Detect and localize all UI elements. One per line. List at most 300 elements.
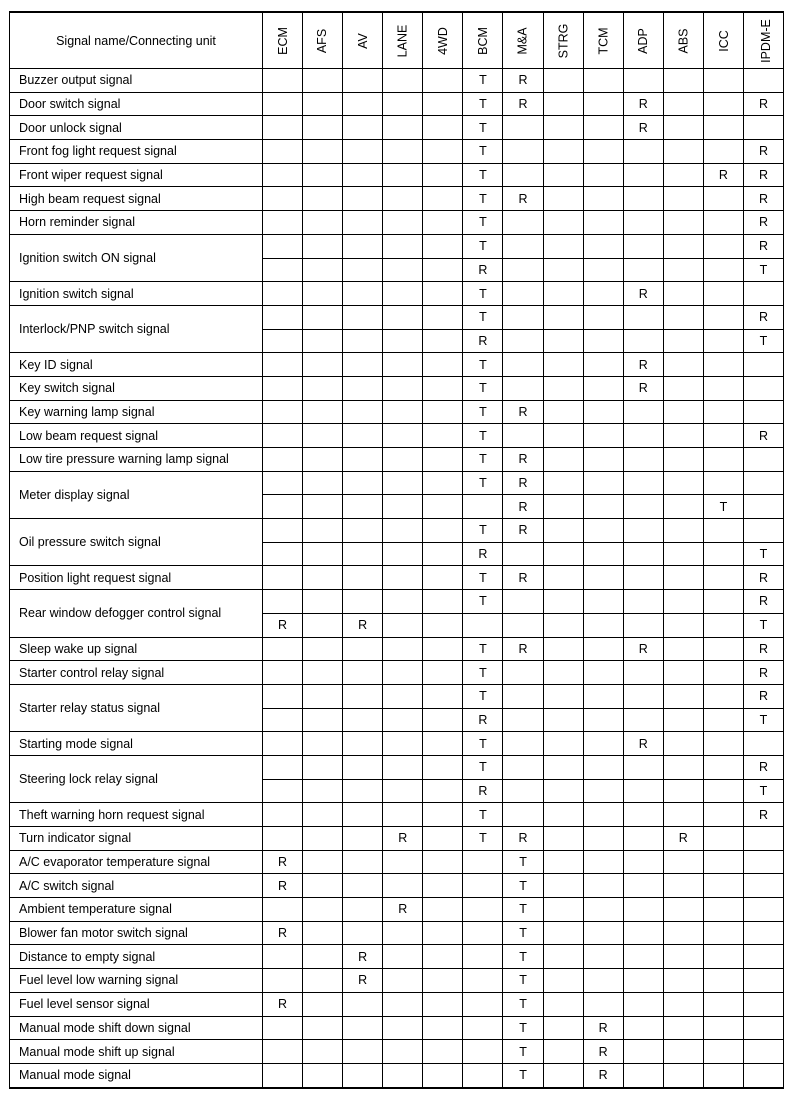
signal-direction-cell xyxy=(583,827,623,851)
signal-direction-cell xyxy=(263,116,303,140)
signal-direction-cell xyxy=(263,803,303,827)
signal-direction-cell xyxy=(703,376,743,400)
signal-direction-cell xyxy=(303,1040,343,1064)
signal-direction-cell xyxy=(703,755,743,779)
signal-direction-cell xyxy=(503,376,543,400)
signal-direction-cell xyxy=(583,519,623,543)
signal-direction-cell xyxy=(703,1063,743,1087)
signal-direction-cell xyxy=(623,140,663,164)
signal-direction-cell xyxy=(343,234,383,258)
signal-direction-cell xyxy=(423,140,463,164)
signal-direction-cell xyxy=(263,1040,303,1064)
signal-direction-cell: T xyxy=(463,376,503,400)
signal-direction-cell xyxy=(303,898,343,922)
signal-direction-cell xyxy=(743,448,783,472)
signal-direction-cell xyxy=(463,992,503,1016)
signal-direction-cell: R xyxy=(743,661,783,685)
signal-direction-cell: T xyxy=(463,755,503,779)
signal-direction-cell: R xyxy=(263,850,303,874)
signal-direction-cell xyxy=(623,448,663,472)
signal-name-cell: Oil pressure switch signal xyxy=(10,519,263,566)
signal-direction-cell xyxy=(543,708,583,732)
signal-direction-cell xyxy=(343,400,383,424)
table-row xyxy=(10,211,784,235)
signal-direction-cell xyxy=(263,187,303,211)
signal-direction-cell xyxy=(743,400,783,424)
signal-direction-cell xyxy=(263,590,303,614)
signal-name-cell: Blower fan motor switch signal xyxy=(10,921,263,945)
signal-direction-cell xyxy=(383,495,423,519)
signal-direction-cell xyxy=(383,187,423,211)
signal-direction-cell xyxy=(383,92,423,116)
signal-direction-cell xyxy=(623,495,663,519)
signal-direction-cell: R xyxy=(343,945,383,969)
signal-direction-cell xyxy=(543,140,583,164)
signal-direction-cell: T xyxy=(703,495,743,519)
signal-direction-cell xyxy=(423,353,463,377)
signal-direction-cell xyxy=(383,542,423,566)
signal-direction-cell xyxy=(503,234,543,258)
signal-direction-cell xyxy=(663,258,703,282)
signal-direction-cell xyxy=(263,755,303,779)
signal-direction-cell xyxy=(623,542,663,566)
signal-direction-cell xyxy=(343,424,383,448)
unit-label: AFS xyxy=(315,28,330,53)
unit-column-header xyxy=(663,12,703,69)
signal-direction-cell xyxy=(543,329,583,353)
signal-direction-cell xyxy=(303,519,343,543)
signal-name-cell: Position light request signal xyxy=(10,566,263,590)
signal-direction-cell xyxy=(303,282,343,306)
signal-direction-cell xyxy=(383,234,423,258)
unit-label: TCM xyxy=(596,26,611,55)
signal-direction-cell xyxy=(623,424,663,448)
signal-direction-cell xyxy=(423,590,463,614)
signal-direction-cell xyxy=(583,684,623,708)
signal-direction-cell xyxy=(703,69,743,93)
signal-direction-cell xyxy=(743,471,783,495)
signal-direction-cell xyxy=(303,779,343,803)
table-row xyxy=(10,519,784,543)
signal-direction-cell xyxy=(743,827,783,851)
table-row xyxy=(10,448,784,472)
signal-direction-cell xyxy=(343,779,383,803)
signal-direction-cell xyxy=(343,282,383,306)
signal-direction-cell xyxy=(663,945,703,969)
signal-direction-cell xyxy=(263,140,303,164)
signal-direction-cell xyxy=(503,755,543,779)
signal-direction-cell xyxy=(423,495,463,519)
signal-name-cell: Starter relay status signal xyxy=(10,684,263,731)
signal-direction-cell xyxy=(663,448,703,472)
signal-direction-cell xyxy=(663,424,703,448)
signal-direction-cell xyxy=(543,258,583,282)
signal-direction-cell xyxy=(343,708,383,732)
signal-direction-cell: R xyxy=(743,163,783,187)
signal-direction-cell xyxy=(623,921,663,945)
table-row xyxy=(10,732,784,756)
signal-direction-cell xyxy=(263,448,303,472)
signal-direction-cell: R xyxy=(343,969,383,993)
signal-direction-cell xyxy=(343,376,383,400)
signal-direction-cell xyxy=(663,850,703,874)
signal-direction-cell xyxy=(663,874,703,898)
signal-direction-cell xyxy=(663,661,703,685)
signal-direction-cell: R xyxy=(383,898,423,922)
signal-direction-cell xyxy=(543,187,583,211)
signal-direction-cell: R xyxy=(743,305,783,329)
table-row xyxy=(10,827,784,851)
signal-direction-cell xyxy=(663,590,703,614)
signal-direction-cell xyxy=(583,755,623,779)
signal-name-cell: Front wiper request signal xyxy=(10,163,263,187)
table-row xyxy=(10,424,784,448)
signal-direction-cell xyxy=(263,1016,303,1040)
signal-direction-cell xyxy=(343,519,383,543)
signal-direction-cell xyxy=(263,305,303,329)
signal-direction-cell: R xyxy=(503,187,543,211)
signal-direction-cell xyxy=(423,874,463,898)
signal-direction-cell xyxy=(503,684,543,708)
signal-direction-cell xyxy=(543,495,583,519)
signal-direction-cell xyxy=(263,282,303,306)
signal-direction-cell xyxy=(423,187,463,211)
unit-column-header xyxy=(543,12,583,69)
signal-direction-cell: T xyxy=(463,116,503,140)
signal-direction-cell xyxy=(343,637,383,661)
signal-direction-cell xyxy=(543,945,583,969)
signal-direction-cell xyxy=(423,329,463,353)
signal-direction-cell xyxy=(343,803,383,827)
signal-name-cell: Theft warning horn request signal xyxy=(10,803,263,827)
signal-direction-cell xyxy=(543,661,583,685)
signal-direction-cell xyxy=(543,779,583,803)
signal-direction-cell xyxy=(343,921,383,945)
signal-direction-cell xyxy=(583,400,623,424)
signal-direction-cell xyxy=(343,992,383,1016)
signal-direction-cell xyxy=(383,1040,423,1064)
signal-direction-cell xyxy=(303,353,343,377)
table-row xyxy=(10,850,784,874)
signal-direction-cell xyxy=(743,898,783,922)
signal-direction-cell xyxy=(583,590,623,614)
signal-direction-cell xyxy=(383,992,423,1016)
signal-direction-cell: T xyxy=(743,613,783,637)
signal-direction-cell xyxy=(703,471,743,495)
signal-direction-cell xyxy=(263,258,303,282)
signal-direction-cell xyxy=(623,471,663,495)
signal-direction-cell xyxy=(423,400,463,424)
signal-direction-cell xyxy=(743,850,783,874)
signal-direction-cell xyxy=(423,258,463,282)
signal-direction-cell: T xyxy=(463,69,503,93)
signal-direction-cell xyxy=(263,779,303,803)
signal-direction-cell xyxy=(543,163,583,187)
signal-direction-cell xyxy=(663,1040,703,1064)
signal-direction-cell: T xyxy=(463,519,503,543)
signal-direction-cell xyxy=(663,329,703,353)
signal-direction-cell xyxy=(663,234,703,258)
unit-column-header xyxy=(623,12,663,69)
signal-direction-cell: R xyxy=(583,1040,623,1064)
unit-column-header xyxy=(423,12,463,69)
signal-direction-cell xyxy=(303,258,343,282)
signal-direction-cell: R xyxy=(503,471,543,495)
signal-direction-cell xyxy=(303,448,343,472)
signal-direction-cell xyxy=(303,471,343,495)
signal-direction-cell xyxy=(303,874,343,898)
signal-direction-cell xyxy=(463,921,503,945)
signal-direction-cell xyxy=(303,850,343,874)
signal-direction-cell xyxy=(383,1063,423,1087)
signal-direction-cell xyxy=(703,92,743,116)
can-signal-table xyxy=(9,11,784,1089)
signal-direction-cell: R xyxy=(743,637,783,661)
signal-direction-cell: R xyxy=(623,282,663,306)
signal-direction-cell xyxy=(383,329,423,353)
header-row xyxy=(10,12,784,69)
signal-direction-cell: T xyxy=(463,353,503,377)
unit-column-header xyxy=(383,12,423,69)
signal-direction-cell xyxy=(583,282,623,306)
signal-direction-cell xyxy=(503,140,543,164)
signal-direction-cell: T xyxy=(503,874,543,898)
unit-label: M&A xyxy=(516,26,530,55)
signal-direction-cell xyxy=(583,163,623,187)
table-row xyxy=(10,376,784,400)
signal-direction-cell xyxy=(583,637,623,661)
table-row xyxy=(10,282,784,306)
signal-direction-cell xyxy=(663,684,703,708)
signal-name-cell: A/C switch signal xyxy=(10,874,263,898)
signal-direction-cell xyxy=(423,566,463,590)
table-row xyxy=(10,400,784,424)
signal-direction-cell: T xyxy=(743,258,783,282)
signal-direction-cell xyxy=(583,69,623,93)
signal-name-cell: Horn reminder signal xyxy=(10,211,263,235)
signal-direction-cell xyxy=(663,566,703,590)
signal-direction-cell xyxy=(383,921,423,945)
signal-direction-cell xyxy=(623,613,663,637)
signal-direction-cell xyxy=(543,376,583,400)
signal-direction-cell: T xyxy=(463,163,503,187)
signal-direction-cell xyxy=(583,353,623,377)
signal-direction-cell xyxy=(743,69,783,93)
signal-direction-cell xyxy=(423,850,463,874)
signal-direction-cell xyxy=(663,353,703,377)
signal-direction-cell xyxy=(383,376,423,400)
signal-direction-cell: T xyxy=(463,448,503,472)
table-row xyxy=(10,755,784,779)
signal-direction-cell xyxy=(743,116,783,140)
signal-direction-cell xyxy=(263,708,303,732)
signal-direction-cell xyxy=(383,969,423,993)
unit-label: LANE xyxy=(395,24,410,57)
signal-direction-cell xyxy=(703,661,743,685)
signal-direction-cell: T xyxy=(463,140,503,164)
signal-direction-cell xyxy=(263,566,303,590)
signal-direction-cell xyxy=(343,850,383,874)
signal-direction-cell xyxy=(503,542,543,566)
table-row xyxy=(10,921,784,945)
signal-direction-cell xyxy=(303,992,343,1016)
signal-direction-cell xyxy=(663,732,703,756)
signal-direction-cell xyxy=(343,755,383,779)
table-row xyxy=(10,1063,784,1087)
signal-direction-cell xyxy=(343,211,383,235)
signal-direction-cell xyxy=(463,874,503,898)
signal-direction-cell: T xyxy=(463,684,503,708)
signal-direction-cell xyxy=(423,921,463,945)
signal-name-cell: A/C evaporator temperature signal xyxy=(10,850,263,874)
signal-direction-cell xyxy=(343,69,383,93)
signal-direction-cell: R xyxy=(623,116,663,140)
signal-direction-cell xyxy=(703,329,743,353)
signal-direction-cell xyxy=(703,921,743,945)
table-row xyxy=(10,992,784,1016)
signal-direction-cell xyxy=(663,495,703,519)
signal-direction-cell xyxy=(423,1040,463,1064)
signal-direction-cell xyxy=(303,708,343,732)
signal-direction-cell xyxy=(383,471,423,495)
table-row xyxy=(10,1040,784,1064)
signal-direction-cell xyxy=(423,708,463,732)
signal-direction-cell xyxy=(583,471,623,495)
signal-direction-cell xyxy=(423,755,463,779)
signal-direction-cell xyxy=(303,755,343,779)
signal-direction-cell xyxy=(263,424,303,448)
signal-direction-cell xyxy=(703,708,743,732)
signal-direction-cell xyxy=(303,590,343,614)
signal-direction-cell xyxy=(703,140,743,164)
signal-direction-cell xyxy=(623,874,663,898)
signal-direction-cell xyxy=(503,803,543,827)
signal-direction-cell xyxy=(423,471,463,495)
signal-name-cell: High beam request signal xyxy=(10,187,263,211)
signal-name-cell: Low tire pressure warning lamp signal xyxy=(10,448,263,472)
signal-direction-cell xyxy=(503,305,543,329)
signal-direction-cell xyxy=(583,116,623,140)
signal-direction-cell xyxy=(343,1016,383,1040)
signal-direction-cell xyxy=(543,353,583,377)
signal-direction-cell xyxy=(463,495,503,519)
signal-direction-cell: R xyxy=(623,92,663,116)
signal-direction-cell xyxy=(663,305,703,329)
signal-direction-cell xyxy=(543,305,583,329)
unit-label: 4WD xyxy=(435,26,450,55)
signal-direction-cell xyxy=(663,1016,703,1040)
signal-direction-cell xyxy=(343,163,383,187)
unit-label: ECM xyxy=(275,26,290,55)
signal-direction-cell xyxy=(703,779,743,803)
signal-direction-cell: T xyxy=(503,1063,543,1087)
signal-direction-cell: T xyxy=(463,590,503,614)
signal-direction-cell xyxy=(663,637,703,661)
signal-direction-cell xyxy=(703,803,743,827)
signal-direction-cell xyxy=(663,519,703,543)
signal-direction-cell xyxy=(703,613,743,637)
signal-direction-cell xyxy=(743,874,783,898)
signal-direction-cell xyxy=(743,282,783,306)
signal-direction-cell xyxy=(623,850,663,874)
signal-direction-cell: T xyxy=(743,329,783,353)
signal-direction-cell xyxy=(463,945,503,969)
signal-direction-cell xyxy=(743,1040,783,1064)
signal-direction-cell xyxy=(583,708,623,732)
signal-direction-cell: R xyxy=(503,495,543,519)
table-row xyxy=(10,590,784,614)
signal-direction-cell xyxy=(583,992,623,1016)
signal-direction-cell xyxy=(303,732,343,756)
signal-name-cell: Door switch signal xyxy=(10,92,263,116)
signal-direction-cell xyxy=(583,566,623,590)
signal-name-cell: Starter control relay signal xyxy=(10,661,263,685)
signal-direction-cell xyxy=(583,448,623,472)
signal-direction-cell: R xyxy=(463,329,503,353)
table-row xyxy=(10,566,784,590)
signal-direction-cell xyxy=(383,945,423,969)
table-row xyxy=(10,661,784,685)
signal-direction-cell xyxy=(423,305,463,329)
signal-direction-cell xyxy=(583,542,623,566)
signal-direction-cell: T xyxy=(503,992,543,1016)
signal-direction-cell xyxy=(383,661,423,685)
signal-direction-cell xyxy=(703,827,743,851)
signal-direction-cell xyxy=(703,992,743,1016)
signal-direction-cell xyxy=(303,211,343,235)
signal-direction-cell: R xyxy=(343,613,383,637)
signal-direction-cell xyxy=(263,661,303,685)
table-row xyxy=(10,140,784,164)
signal-direction-cell xyxy=(583,234,623,258)
unit-column-header xyxy=(743,12,783,69)
signal-direction-cell xyxy=(503,116,543,140)
signal-direction-cell xyxy=(703,519,743,543)
signal-name-cell: Low beam request signal xyxy=(10,424,263,448)
signal-direction-cell: R xyxy=(383,827,423,851)
signal-direction-cell xyxy=(463,1040,503,1064)
signal-direction-cell xyxy=(383,140,423,164)
signal-direction-cell xyxy=(663,116,703,140)
signal-direction-cell xyxy=(703,1016,743,1040)
signal-direction-cell: R xyxy=(503,400,543,424)
signal-direction-cell xyxy=(303,1063,343,1087)
signal-direction-cell xyxy=(743,1063,783,1087)
signal-direction-cell xyxy=(303,92,343,116)
signal-direction-cell xyxy=(623,69,663,93)
signal-direction-cell xyxy=(503,163,543,187)
signal-direction-cell: T xyxy=(463,661,503,685)
signal-direction-cell xyxy=(583,945,623,969)
signal-direction-cell xyxy=(703,874,743,898)
signal-direction-cell xyxy=(263,163,303,187)
signal-direction-cell xyxy=(623,590,663,614)
signal-direction-cell xyxy=(383,400,423,424)
signal-direction-cell xyxy=(343,471,383,495)
signal-direction-cell xyxy=(263,1063,303,1087)
signal-direction-cell xyxy=(383,874,423,898)
signal-direction-cell xyxy=(343,187,383,211)
signal-direction-cell xyxy=(463,1063,503,1087)
signal-direction-cell: R xyxy=(463,542,503,566)
signal-direction-cell xyxy=(383,613,423,637)
signal-name-cell: Fuel level low warning signal xyxy=(10,969,263,993)
signal-direction-cell xyxy=(423,519,463,543)
signal-direction-cell xyxy=(383,566,423,590)
signal-direction-cell xyxy=(503,779,543,803)
signal-name-cell: Key warning lamp signal xyxy=(10,400,263,424)
signal-direction-cell: T xyxy=(463,424,503,448)
